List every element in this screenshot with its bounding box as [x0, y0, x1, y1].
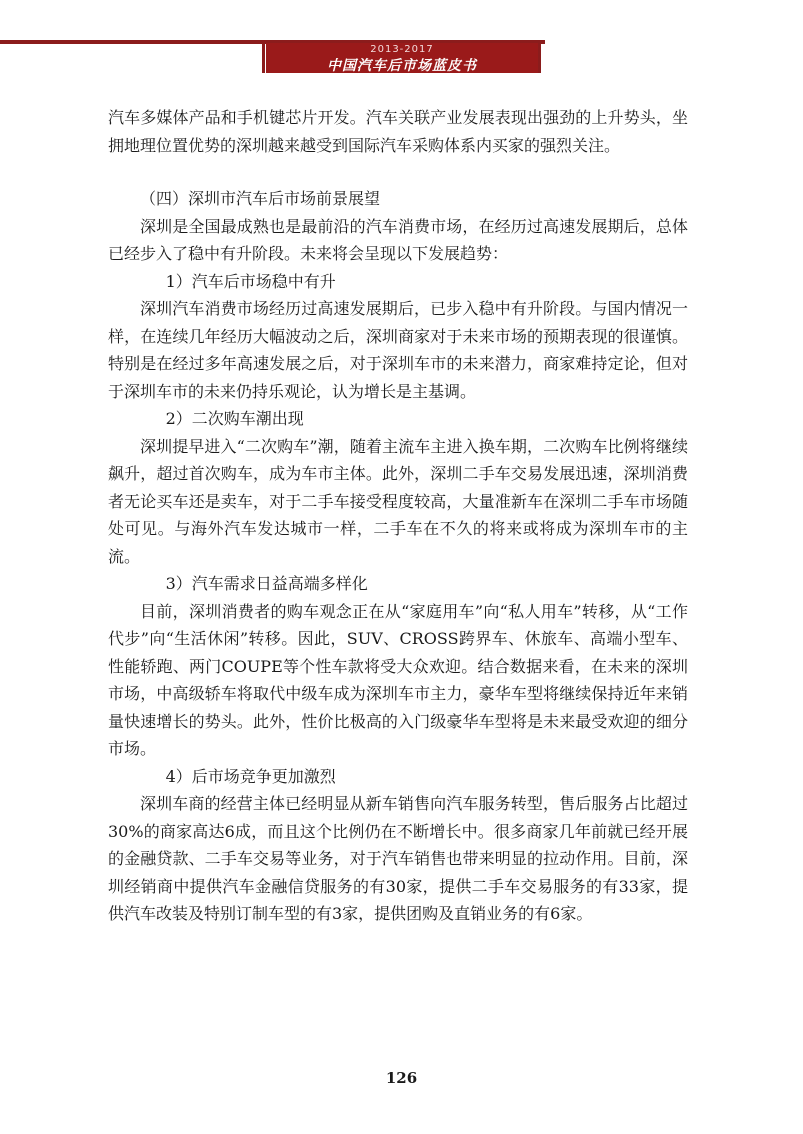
paragraph-4: 深圳车商的经营主体已经明显从新车销售向汽车服务转型，售后服务占比超过30%的商家高达6成，而且这个比例仍在不断增长中。很多商家几年前就已经开展的金融贷款、二手车交易等业务，对于汽车销售也带来明显的拉动作用。目前，深圳经销商中提供汽车金融信贷服务的有30家，提供二手车交易服务的有33家，提供汽车改装及特别订制车型的有3家，提供团购及直销业务的有6家。: [108, 794, 688, 923]
section-heading: （四）深圳市汽车后市场前景展望: [140, 189, 381, 208]
paragraph-2: 深圳提早进入“二次购车”潮，随着主流车主进入换车期，二次购车比例将继续飙升，超过首次购车，成为车市主体。此外，深圳二手车交易发展迅速，深圳消费者无论买车还是卖车，对于二手车接受程度较高，大量准新车在深圳二手车市场随处可见。与海外汽车发达城市一样，二手车在不久的将来或将成为深圳车市的主流。: [108, 436, 688, 566]
page-body: [108, 104, 688, 928]
subheading-3: 3）汽车需求日益高端多样化: [165, 574, 368, 593]
header-left-tick: [262, 43, 265, 73]
paragraph-intro: 深圳是全国最成熟也是最前沿的汽车消费市场，在经历过高速发展期后，总体已经步入了稳中有升阶段。未来将会呈现以下发展趋势：: [108, 216, 688, 263]
spacer: [108, 159, 688, 185]
header-right-tick: [538, 43, 541, 73]
subheading-1: 1）汽车后市场稳中有升: [165, 271, 336, 291]
header-years: 2013-2017: [370, 44, 434, 55]
subheading-2: 2）二次购车潮出现: [165, 409, 304, 428]
paragraph-3: 目前，深圳消费者的购车观念正在从“家庭用车”向“私人用车”转移，从“工作代步”向“生活休闲”转移。因此，SUV、CROSS跨界车、休旅车、高端小型车、性能轿跑、两门COUPE等个性车款将受大众欢迎。结合数据来看，在未来的深圳市场，中高级轿车将取代中级车成为深圳车市主力，豪华车型将继续保持近年来销量快速增长的势头。此外，性价比极高的入门级豪华车型将是未来最受欢迎的细分市场。: [108, 601, 688, 758]
page-number: 126: [385, 1069, 418, 1087]
paragraph-1: 深圳汽车消费市场经历过高速发展期后，已步入稳中有升阶段。与国内情况一样，在连续几年经历大幅波动之后，深圳商家对于未来市场的预期表现的很谨慎。特别是在经过多年高速发展之后，对于深圳车市的未来潜力，商家难持定论，但对于深圳车市的未来仍持乐观论，认为增长是主基调。: [108, 299, 688, 401]
paragraph-continued: 汽车多媒体产品和手机键芯片开发。汽车关联产业发展表现出强劲的上升势头，坐拥地理位置优势的深圳越来越受到国际汽车采购体系内买家的强烈关注。: [108, 108, 688, 155]
subheading-4: 4）后市场竞争更加激烈: [165, 766, 336, 786]
header-title: 中国汽车后市场蓝皮书: [327, 58, 477, 74]
